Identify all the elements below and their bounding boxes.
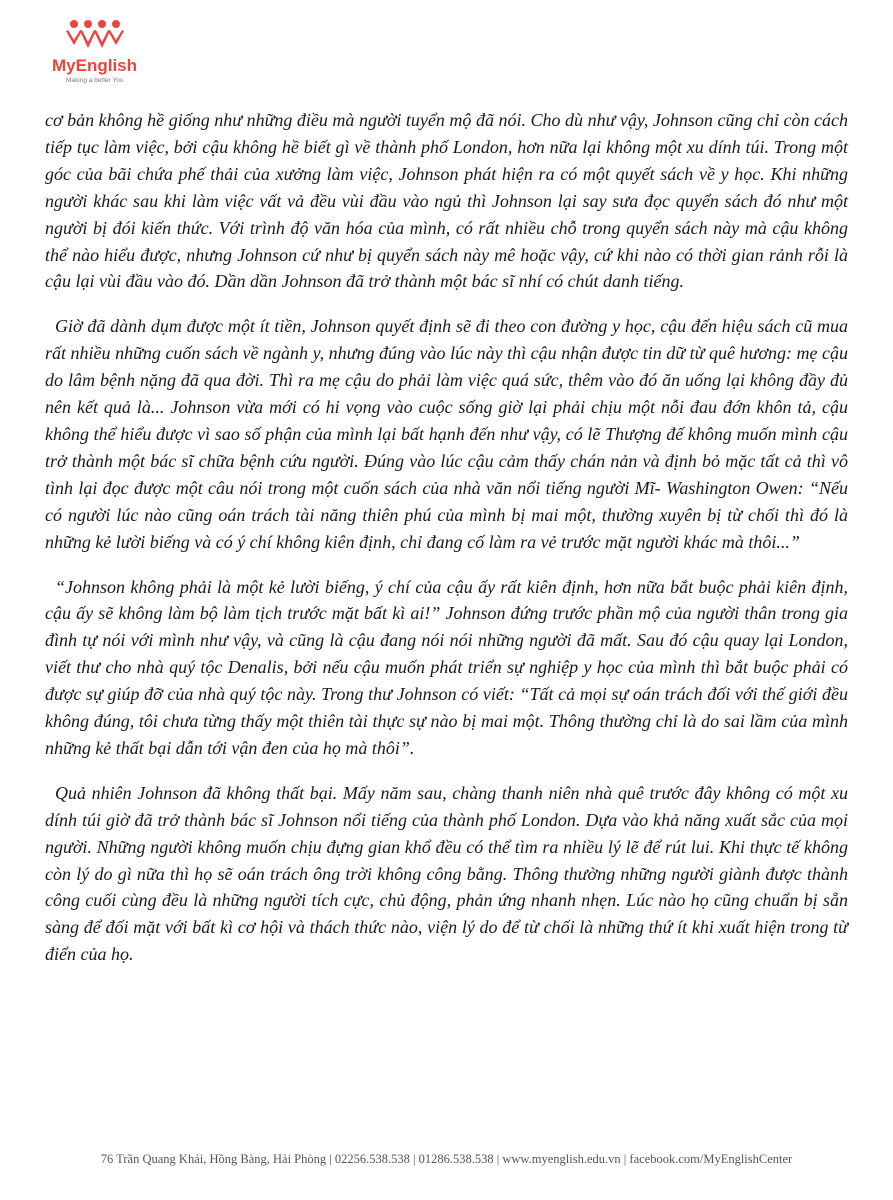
logo-text: MyEnglish [52, 56, 138, 75]
header [44, 18, 184, 88]
paragraph-3: “Johnson không phải là một kẻ lười biếng, ý chí của cậu ấy rất kiên định, hơn nữa bắt buộc phải kiên định, cậu ấy sẽ không làm bộ làm tịch trước mặt bất kì ai!” Johnson đứng trước phần mộ của người thân trong gia đình tự nói với mình như vậy, và cũng là cậu đang nói nói những người đã mất. Sau đó cậu quay lại London, viết thư cho nhà quý tộc Denalis, bởi nếu cậu muốn phát triển sự nghiệp y học của mình thì bắt buộc phải có được sự giúp đỡ của nhà quý tộc này. Trong thư Johnson có viết: “Tất cả mọi sự oán trách đối với thế giới đều không đúng, tôi chưa từng thấy một thiên tài thực sự nào bị mai một. Thông thường chỉ là do sai lầm của mình những kẻ thất bại dẫn tới vận đen của họ mà thôi”. [45, 576, 848, 758]
footer-contact: 76 Trần Quang Khải, Hồng Bàng, Hải Phòng | 02256.538.538 | 01286.538.538 | www.myenglish.edu.vn | facebook.com/MyEnglishCenter [100, 1152, 793, 1166]
paragraph-1: cơ bản không hề giống như những điều mà người tuyển mộ đã nói. Cho dù như vậy, Johnson cũng chỉ còn cách tiếp tục làm việc, bởi cậu không hề biết gì về thành phố London, hơn nữa lại không một xu dính túi. Trong một góc của bãi chứa phế thải của xưởng làm việc, Johnson phát hiện ra có một quyết sách về y học. Khi những người khác sau khi làm việc vất vả đều vùi đầu vào ngủ thì Johnson lại say sưa đọc quyển sách đó như một người bị đói kiến thức. Với trình độ văn hóa của mình, có rất nhiều chỗ trong quyển sách này mà cậu không thể nào hiểu được, nhưng Johnson cứ như bị quyển sách này mê hoặc vậy, cứ khi nào có thời gian rảnh rỗi là cậu lại vùi đầu vào đó. Dần dần Johnson đã trở thành một bác sĩ nhí có chút danh tiếng. [45, 110, 848, 292]
paragraph-2: Giờ đã dành dụm được một ít tiền, Johnson quyết định sẽ đi theo con đường y học, cậu đến hiệu sách cũ mua rất nhiều những cuốn sách về ngành y, nhưng đúng vào lúc này thì cậu nhận được tin dữ từ quê hương: mẹ cậu do lâm bệnh nặng đã qua đời. Thì ra mẹ cậu do phải làm việc quá sức, thêm vào đó ăn uống lại không đầy đủ nên kết quả là... Johnson vừa mới có hi vọng vào cuộc sống giờ lại phải chịu một nỗi đau đớn khôn tả, cậu không thể hiểu được vì sao số phận của mình lại bất hạnh đến như vậy, có lẽ Thượng đế không muốn mình cậu trở thành một bác sĩ chữa bệnh cứu người. Đúng vào lúc cậu cảm thấy chán nản và định bỏ mặc tất cả thì vô tình lại đọc được một câu nói trong một cuốn sách của nhà văn nổi tiếng người Mĩ- Washington Owen: “Nếu có người lúc nào cũng oán trách tài năng thiên phú của mình bị mai một, thường xuyên bị từ chối thì đó là những kẻ lười biếng và có ý chí không kiên định, chỉ đang cố làm ra vẻ trước mặt người khác mà thôi...” [45, 316, 848, 552]
logo-tagline: Making a better You [66, 77, 124, 84]
paragraph-4: Quả nhiên Johnson đã không thất bại. Mấy năm sau, chàng thanh niên nhà quê trước đây không có một xu dính túi giờ đã trở thành bác sĩ Johnson nổi tiếng của thành phố London. Dựa vào khả năng xuất sắc của mọi người. Những người không muốn chịu đựng gian khổ đều có thể tìm ra nhiều lý lẽ để rút lui. Khi thực tế không còn lý do gì nữa thì họ sẽ oán trách ông trời không công bằng. Thông thường những người giành được thành công cuối cùng đều là những người tích cực, chủ động, phản ứng nhanh nhẹn. Lúc nào họ cũng chuẩn bị sẵn sàng để đối mặt với bất kì cơ hội và thách thức nào, viện lý do để từ chối là những thứ ít khi xuất hiện trong từ điển của họ. [45, 782, 848, 965]
document-body [45, 107, 848, 986]
people-logo-icon [66, 18, 126, 52]
